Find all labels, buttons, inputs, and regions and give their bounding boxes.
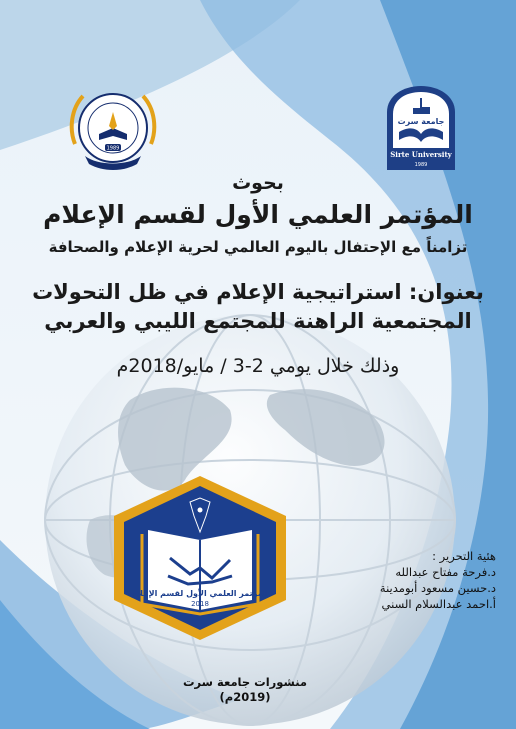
svg-text:1989: 1989 [414, 162, 428, 168]
publisher-year: (2019م) [219, 690, 271, 704]
publisher-name: منشورات جامعة سرت [182, 675, 308, 689]
svg-text:المؤتمر العلمي الأول لقسم الإع: المؤتمر العلمي الأول لقسم الإعلام [131, 589, 269, 598]
title-line-1: بعنوان: استراتيجية الإعلام في ظل التحولات [32, 280, 484, 304]
editor-item: د.حسين مسعود أبومدينة [379, 581, 496, 595]
publisher [170, 675, 320, 705]
title-line-2: المجتمعية الراهنة للمجتمع الليبي والعربي [44, 309, 472, 333]
svg-text:1989: 1989 [106, 145, 120, 152]
svg-text:جامعة سرت: جامعة سرت [397, 117, 445, 126]
svg-text:2018: 2018 [191, 600, 209, 608]
university-logo [385, 84, 457, 172]
conference-logo [108, 472, 292, 644]
editor-item: أ.احمد عبدالسلام السني [381, 597, 496, 611]
faculty-seal-logo [63, 84, 163, 174]
editorial-board-label: هئية التحرير : [432, 549, 496, 563]
intro-text: بحوث [232, 172, 284, 194]
svg-text:Sirte University: Sirte University [390, 150, 452, 159]
conference-subtitle: تزامناً مع الإحتفال باليوم العالمي لحرية الإعلام والصحافة [48, 238, 468, 256]
conference-date: وذلك خلال يومي 2-3 / مايو/2018م [116, 355, 400, 377]
conference-name: المؤتمر العلمي الأول لقسم الإعلام [43, 200, 473, 229]
editorial-board [380, 548, 496, 612]
editor-item: د.فرحة مفتاح عبدالله [395, 565, 496, 579]
